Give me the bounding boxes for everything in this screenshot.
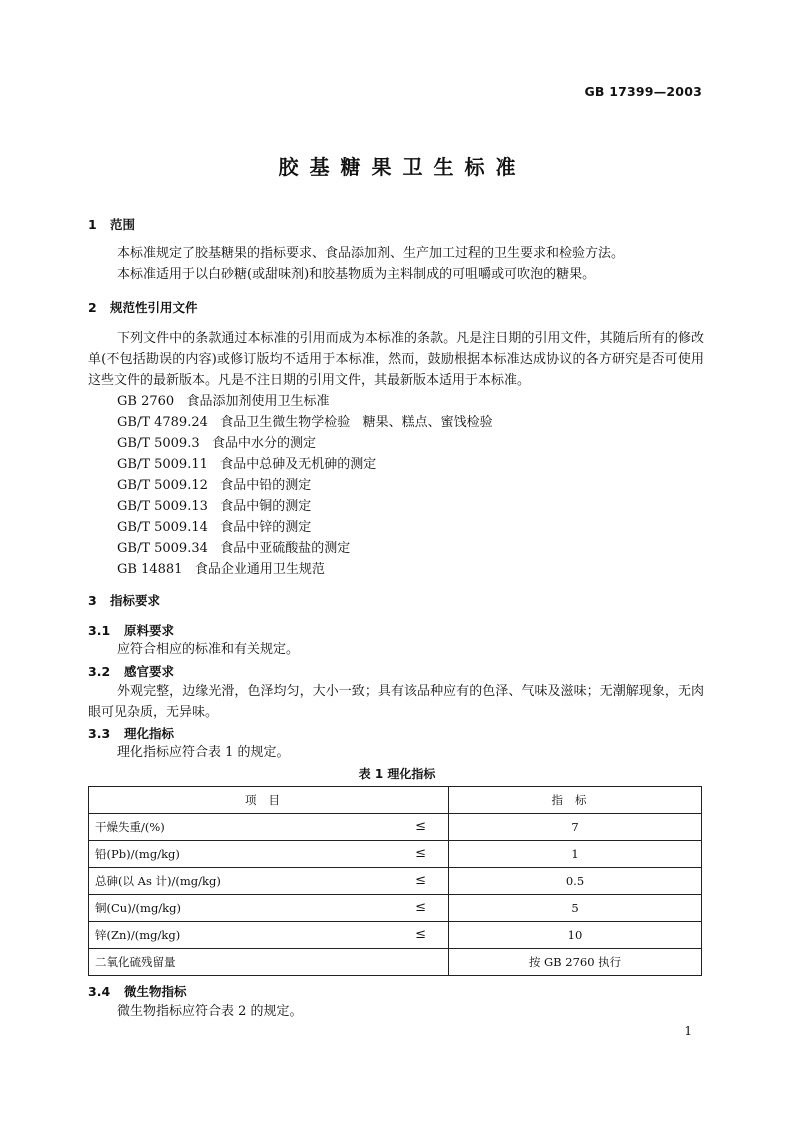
section-title: 感官要求: [124, 664, 175, 679]
section-1-paragraph-2: 本标准适用于以白砂糖(或甜味剂)和胶基物质为主料制成的可咀嚼或可吹泡的糖果。: [117, 267, 596, 282]
table-row: [89, 814, 702, 841]
row-value-cell: 7: [449, 814, 702, 841]
section-number: 3: [88, 593, 97, 608]
row-value-cell: 1: [449, 841, 702, 868]
column-header-item: 项目: [89, 787, 449, 814]
section-3-2-heading: [88, 662, 174, 680]
reference-item: GB/T 5009.11 食品中总砷及无机砷的测定: [117, 457, 377, 472]
section-title: 理化指标: [124, 726, 175, 741]
section-number: 3.2: [88, 664, 111, 679]
reference-item: GB 14881 食品企业通用卫生规范: [117, 562, 325, 577]
section-title: 微生物指标: [124, 984, 187, 999]
table-header-row: [89, 787, 702, 814]
item-label: 总砷(以 As 计)/(mg/kg): [95, 874, 221, 888]
section-3-3-text: 理化指标应符合表 1 的规定。: [117, 745, 290, 760]
reference-item: GB 2760 食品添加剂使用卫生标准: [117, 394, 330, 409]
reference-item: GB/T 5009.34 食品中亚硫酸盐的测定: [117, 541, 351, 556]
section-2-heading: [88, 298, 198, 316]
section-1-heading: [88, 215, 135, 233]
reference-item: GB/T 4789.24 食品卫生微生物学检验 糖果、糕点、蜜饯检验: [117, 415, 493, 430]
row-item-cell: [89, 841, 449, 868]
section-number: 3.1: [88, 623, 111, 638]
section-3-1-heading: [88, 621, 174, 639]
item-label: 铅(Pb)/(mg/kg): [95, 847, 180, 861]
row-item-cell: [89, 895, 449, 922]
row-item-cell: [89, 949, 449, 976]
standard-number: GB 17399—2003: [584, 84, 702, 99]
item-label: 干燥失重/(%): [95, 820, 165, 834]
operator: ≤: [415, 900, 426, 915]
reference-item: GB/T 5009.12 食品中铅的测定: [117, 478, 312, 493]
column-header-value: 指标: [449, 787, 702, 814]
document-title: 胶基糖果卫生标准: [278, 155, 527, 179]
table-row: [89, 841, 702, 868]
table-row: [89, 949, 702, 976]
section-2-paragraph: 下列文件中的条款通过本标准的引用而成为本标准的条款。凡是注日期的引用文件，其随后所有的修改单(不包括勘误的内容)或修订版均不适用于本标准，然而，鼓励根据本标准达成协议的各方研究是否可使用这些文件的最新版本。凡是不注日期的引用文件，其最新版本适用于本标准。: [88, 331, 704, 388]
row-value-cell: 0.5: [449, 868, 702, 895]
section-number: 1: [88, 217, 97, 232]
reference-item: GB/T 5009.3 食品中水分的测定: [117, 436, 317, 451]
row-value-cell: 按 GB 2760 执行: [449, 949, 702, 976]
item-label: 锌(Zn)/(mg/kg): [95, 928, 181, 942]
section-number: 2: [88, 300, 97, 315]
row-value-cell: 10: [449, 922, 702, 949]
row-value-cell: 5: [449, 895, 702, 922]
section-3-4-text: 微生物指标应符合表 2 的规定。: [117, 1004, 303, 1019]
section-1-paragraph-1: 本标准规定了胶基糖果的指标要求、食品添加剂、生产加工过程的卫生要求和检验方法。: [117, 246, 625, 261]
page-number: 1: [684, 1024, 692, 1038]
section-number: 3.4: [88, 984, 111, 999]
operator: ≤: [415, 819, 426, 834]
section-title: 原料要求: [124, 623, 175, 638]
table-row: [89, 895, 702, 922]
operator: ≤: [415, 927, 426, 942]
table-row: [89, 922, 702, 949]
row-item-cell: [89, 922, 449, 949]
reference-item: GB/T 5009.14 食品中锌的测定: [117, 520, 312, 535]
operator: ≤: [415, 846, 426, 861]
table-1-caption: 表 1 理化指标: [358, 767, 436, 781]
section-title: 规范性引用文件: [110, 300, 198, 315]
section-title: 指标要求: [110, 593, 161, 608]
row-item-cell: [89, 868, 449, 895]
section-3-3-heading: [88, 724, 174, 742]
section-3-4-heading: [88, 982, 187, 1000]
table-row: [89, 868, 702, 895]
section-3-1-text: 应符合相应的标准和有关规定。: [117, 642, 300, 657]
section-3-2-text: 外观完整，边缘光滑，色泽均匀，大小一致；具有该品种应有的色泽、气味及滋味；无潮解现象，无肉眼可见杂质，无异味。: [88, 684, 704, 720]
operator: ≤: [415, 873, 426, 888]
section-3-heading: [88, 591, 160, 609]
row-item-cell: [89, 814, 449, 841]
item-label: 铜(Cu)/(mg/kg): [95, 901, 181, 915]
table-1: [88, 786, 702, 976]
section-number: 3.3: [88, 726, 111, 741]
section-title: 范围: [110, 217, 136, 232]
item-label: 二氧化硫残留量: [95, 955, 176, 969]
reference-item: GB/T 5009.13 食品中铜的测定: [117, 499, 312, 514]
